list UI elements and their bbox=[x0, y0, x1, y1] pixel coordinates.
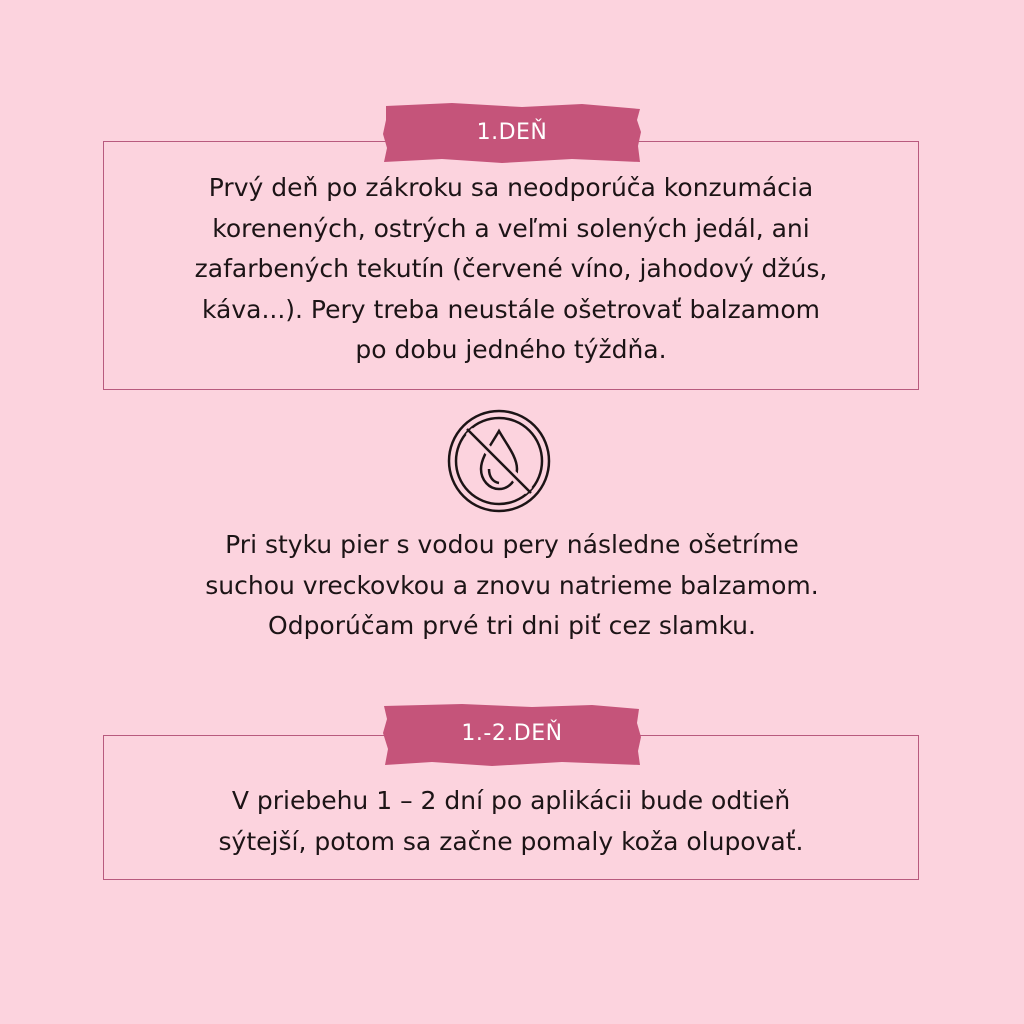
tag-day1-2 bbox=[382, 703, 642, 767]
tag-day1-label: 1.DEŇ bbox=[476, 120, 548, 145]
no-water-icon bbox=[445, 407, 553, 519]
tag-day1 bbox=[382, 102, 642, 164]
tag-day1-2-label: 1.-2.DEŇ bbox=[461, 721, 563, 746]
day1-2-text: V priebehu 1 – 2 dní po aplikácii bude odtieň sýtejší, potom sa začne pomaly koža olupovať. bbox=[218, 786, 804, 856]
day1-text: Prvý deň po zákroku sa neodporúča konzumácia korenených, ostrých a veľmi solených jedál, ani zafarbených tekutín (červené víno, jahodový džús, káva...). Pery treba neustále ošetrovať balzamom po dobu jedného týždňa. bbox=[194, 173, 828, 364]
water-contact-text: Pri styku pier s vodou pery následne ošetríme suchou vreckovkou a znovu natrieme balzamom. Odporúčam prvé tri dni piť cez slamku. bbox=[205, 530, 819, 640]
